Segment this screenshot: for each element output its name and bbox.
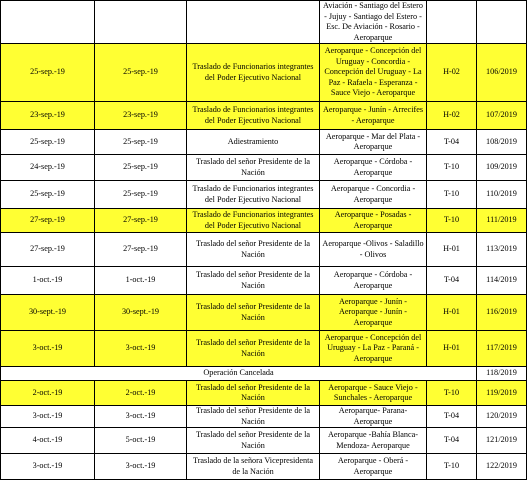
aircraft-cell: T-10 (427, 381, 477, 406)
departure-date-cell: 27-sep.-19 (1, 209, 95, 233)
record-number-cell: 122/2019 (477, 454, 527, 480)
record-number-cell: 109/2019 (477, 155, 527, 181)
departure-date-cell: 1-oct.-19 (1, 267, 95, 295)
record-number-cell: 108/2019 (477, 130, 527, 155)
record-number-cell (477, 1, 527, 44)
return-date-cell: 25-sep.-19 (95, 44, 187, 102)
departure-date-cell (1, 1, 95, 44)
table-row (1, 381, 527, 406)
record-number-cell: 110/2019 (477, 181, 527, 209)
purpose-cell: Traslado de Funcionarios integrantes del Poder Ejecutivo Nacional (187, 102, 320, 130)
cancelled-operation-cell: Operación Cancelada (1, 367, 477, 381)
route-cell: Aeroparque -Bahía Blanca-Mendoza- Aeroparque (320, 428, 427, 454)
purpose-cell: Traslado del señor Presidente de la Nación (187, 267, 320, 295)
aircraft-cell: H-02 (427, 102, 477, 130)
aircraft-cell: T-10 (427, 209, 477, 233)
aircraft-cell: H-01 (427, 295, 477, 331)
table-row (1, 295, 527, 331)
purpose-cell: Traslado del señor Presidente de la Nación (187, 381, 320, 406)
purpose-cell: Adiestramiento (187, 130, 320, 155)
purpose-cell: Traslado del señor Presidente de la Nación (187, 428, 320, 454)
aircraft-cell: T-10 (427, 155, 477, 181)
aircraft-cell: T-10 (427, 454, 477, 480)
table-row (1, 102, 527, 130)
return-date-cell (95, 1, 187, 44)
aircraft-cell: H-01 (427, 331, 477, 367)
aircraft-cell: T-04 (427, 267, 477, 295)
return-date-cell: 25-sep.-19 (95, 181, 187, 209)
departure-date-cell: 25-sep.-19 (1, 44, 95, 102)
route-cell: Aeroparque - Junín - Arrecifes - Aeroparque (320, 102, 427, 130)
route-cell: Aeroparque - Concepción del Uruguay - Concordia -Concepción del Uruguay - La Paz - Rafaela - Esperanza - Sauce Viejo - Aeroparque (320, 44, 427, 102)
record-number-cell: 107/2019 (477, 102, 527, 130)
purpose-cell: Traslado del señor Presidente de la Nación (187, 155, 320, 181)
table-row (1, 181, 527, 209)
table-body (1, 1, 527, 480)
record-number-cell: 113/2019 (477, 233, 527, 267)
record-number-cell: 118/2019 (477, 367, 527, 381)
departure-date-cell: 25-sep.-19 (1, 130, 95, 155)
route-cell: Aeroparque -Olivos - Saladillo - Olivos (320, 233, 427, 267)
table-row (1, 267, 527, 295)
table-row (1, 428, 527, 454)
return-date-cell: 3-oct.-19 (95, 331, 187, 367)
departure-date-cell: 27-sep.-19 (1, 233, 95, 267)
record-number-cell: 116/2019 (477, 295, 527, 331)
return-date-cell: 27-sep.-19 (95, 233, 187, 267)
return-date-cell: 2-oct.-19 (95, 381, 187, 406)
record-number-cell: 119/2019 (477, 381, 527, 406)
departure-date-cell: 23-sep.-19 (1, 102, 95, 130)
departure-date-cell: 4-oct.-19 (1, 428, 95, 454)
return-date-cell: 23-sep.-19 (95, 102, 187, 130)
table-row (1, 367, 527, 381)
record-number-cell: 106/2019 (477, 44, 527, 102)
table-row (1, 331, 527, 367)
purpose-cell: Traslado del señor Presidente de la Nación (187, 233, 320, 267)
departure-date-cell: 3-oct.-19 (1, 454, 95, 480)
return-date-cell: 27-sep.-19 (95, 209, 187, 233)
purpose-cell: Traslado del señor Presidente de la Nación (187, 295, 320, 331)
route-cell: Aviación - Santiago del Estero - Jujuy - Santiago del Estero - Esc. De Aviación - Rosario - Aeroparque (320, 1, 427, 44)
table-row (1, 1, 527, 44)
table-row (1, 44, 527, 102)
record-number-cell: 114/2019 (477, 267, 527, 295)
return-date-cell: 1-oct.-19 (95, 267, 187, 295)
departure-date-cell: 25-sep.-19 (1, 181, 95, 209)
aircraft-cell: H-01 (427, 233, 477, 267)
purpose-cell: Traslado del señor Presidente de la Nación (187, 406, 320, 428)
route-cell: Aeroparque - Concordia - Aeroparque (320, 181, 427, 209)
return-date-cell: 25-sep.-19 (95, 155, 187, 181)
table-row (1, 155, 527, 181)
return-date-cell: 25-sep.-19 (95, 130, 187, 155)
purpose-cell: Traslado de Funcionarios integrantes del Poder Ejecutivo Nacional (187, 181, 320, 209)
table-row (1, 130, 527, 155)
return-date-cell: 5-oct.-19 (95, 428, 187, 454)
route-cell: Aeroparque - Córdoba - Aeroparque (320, 267, 427, 295)
route-cell: Aeroparque - Oberá - Aeroparque (320, 454, 427, 480)
table-row (1, 406, 527, 428)
return-date-cell: 3-oct.-19 (95, 406, 187, 428)
route-cell: Aeroparque- Parana- Aeroparque (320, 406, 427, 428)
table-row (1, 233, 527, 267)
table-row (1, 209, 527, 233)
departure-date-cell: 2-oct.-19 (1, 381, 95, 406)
record-number-cell: 121/2019 (477, 428, 527, 454)
purpose-cell: Traslado del señor Presidente de la Nación (187, 331, 320, 367)
record-number-cell: 117/2019 (477, 331, 527, 367)
aircraft-cell: H-02 (427, 44, 477, 102)
return-date-cell: 30-sept.-19 (95, 295, 187, 331)
route-cell: Aeroparque - Posadas - Aeroparque (320, 209, 427, 233)
purpose-cell (187, 1, 320, 44)
purpose-cell: Traslado de la señora Vicepresidenta de la Nación (187, 454, 320, 480)
table-row (1, 454, 527, 480)
route-cell: Aeroparque - Junín - Aeroparque - Junín - Aeroparque (320, 295, 427, 331)
aircraft-cell: T-10 (427, 181, 477, 209)
route-cell: Aeroparque - Sauce Viejo - Sunchales - Aeroparque (320, 381, 427, 406)
record-number-cell: 120/2019 (477, 406, 527, 428)
aircraft-cell: T-04 (427, 406, 477, 428)
route-cell: Aeroparque - Mar del Plata - Aeroparque (320, 130, 427, 155)
departure-date-cell: 3-oct.-19 (1, 331, 95, 367)
departure-date-cell: 3-oct.-19 (1, 406, 95, 428)
record-number-cell: 111/2019 (477, 209, 527, 233)
departure-date-cell: 24-sep.-19 (1, 155, 95, 181)
purpose-cell: Traslado de Funcionarios integrantes del Poder Ejecutivo Nacional (187, 209, 320, 233)
aircraft-cell: T-04 (427, 428, 477, 454)
purpose-cell: Traslado de Funcionarios integrantes del Poder Ejecutivo Nacional (187, 44, 320, 102)
route-cell: Aeroparque - Concepción del Uruguay - La Paz - Paraná - Aeroparque (320, 331, 427, 367)
aircraft-cell: T-04 (427, 130, 477, 155)
departure-date-cell: 30-sept.-19 (1, 295, 95, 331)
aircraft-cell (427, 1, 477, 44)
return-date-cell: 3-oct.-19 (95, 454, 187, 480)
route-cell: Aeroparque - Córdoba - Aeroparque (320, 155, 427, 181)
